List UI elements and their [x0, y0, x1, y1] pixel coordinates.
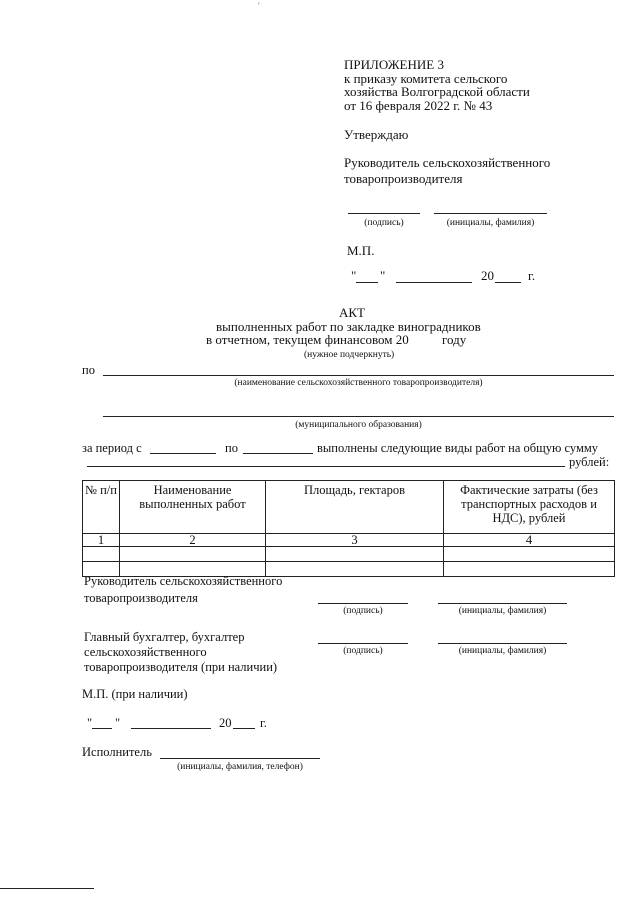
- approval-signature-caption: (подпись): [364, 218, 404, 228]
- head-signature-line: [318, 603, 408, 604]
- po-label: по: [82, 363, 95, 377]
- table-cell: [120, 547, 266, 562]
- accountant-line2: сельскохозяйственного: [84, 645, 207, 659]
- approve-label: Утверждаю: [344, 127, 409, 142]
- executor-label: Исполнитель: [82, 745, 152, 759]
- footnote-separator: [0, 888, 94, 889]
- appendix-date-line: от 16 февраля 2022 г. № 43: [344, 97, 493, 113]
- accountant-line3: товаропроизводителя (при наличии): [84, 660, 278, 674]
- table-row: [83, 547, 615, 562]
- period-from-label: за период с: [82, 441, 142, 455]
- col-number-2: 2: [120, 534, 266, 547]
- approval-signature-line: [348, 213, 420, 214]
- appendix-order-line: к приказу комитета сельского: [344, 70, 508, 86]
- head-sign-line1: Руководитель сельскохозяйственного: [84, 574, 283, 588]
- executor-line: [160, 758, 320, 759]
- approval-date-day-line: [356, 282, 378, 283]
- table-cell: [444, 562, 615, 577]
- table-cell: [83, 547, 120, 562]
- producer-line: [103, 375, 614, 376]
- producer-caption: (наименование сельскохозяйственного товаропроизводителя): [234, 378, 483, 388]
- approval-date-suffix: г.: [528, 268, 536, 283]
- col-number-1: 1: [83, 534, 120, 547]
- appendix-title: ПРИЛОЖЕНИЕ 3: [344, 57, 444, 72]
- head-signature-caption: (подпись): [343, 606, 383, 616]
- period-to-line: [243, 453, 313, 454]
- approval-date-month-line: [396, 282, 472, 283]
- approval-head-line2: товаропроизводителя: [344, 171, 463, 186]
- approval-date-year-line: [495, 282, 521, 283]
- accountant-signature-line: [318, 643, 408, 644]
- header-number: № п/п: [83, 481, 120, 534]
- approval-date-quote-open: ": [351, 268, 357, 283]
- table-header-row: [83, 481, 615, 534]
- sum-line: [87, 466, 565, 467]
- approval-initials-line: [434, 213, 547, 214]
- footer-date-year-line: [233, 728, 255, 729]
- period-from-line: [150, 453, 216, 454]
- approval-date-year: 20: [481, 268, 494, 283]
- footer-date-day-line: [92, 728, 112, 729]
- works-table: [82, 480, 615, 577]
- municipality-caption: (муниципального образования): [295, 420, 422, 430]
- approval-initials-caption: (инициалы, фамилия): [446, 218, 535, 228]
- period-to-label: по: [225, 441, 238, 455]
- act-period-suffix: году: [442, 332, 467, 347]
- accountant-signature-caption: (подпись): [343, 646, 383, 656]
- act-subtitle: выполненных работ по закладке виноградников: [216, 319, 481, 334]
- head-initials-caption: (инициалы, фамилия): [458, 606, 547, 616]
- head-sign-line2: товаропроизводителя: [84, 591, 198, 605]
- executor-caption: (инициалы, фамилия, телефон): [177, 762, 303, 772]
- act-note: (нужное подчеркнуть): [304, 350, 395, 360]
- table-number-row: [83, 534, 615, 547]
- header-costs: Фактические затраты (без транспортных расходов и НДС), рублей: [444, 481, 615, 534]
- footer-date-quote-open: ": [87, 716, 93, 730]
- accountant-initials-line: [438, 643, 567, 644]
- appendix-header: [344, 58, 530, 112]
- table-cell: [266, 562, 444, 577]
- col-number-4: 4: [444, 534, 615, 547]
- accountant-line1: Главный бухгалтер, бухгалтер: [84, 630, 245, 644]
- appendix-committee-line: хозяйства Волгоградской области: [344, 84, 530, 99]
- table-cell: [266, 547, 444, 562]
- accountant-initials-caption: (инициалы, фамилия): [458, 646, 547, 656]
- approval-stamp: М.П.: [347, 243, 375, 258]
- head-initials-line: [438, 603, 567, 604]
- footer-stamp: М.П. (при наличии): [82, 687, 188, 701]
- footer-date-quote-close: ": [115, 716, 121, 730]
- table-cell: [444, 547, 615, 562]
- approval-date-quote-close: ": [380, 268, 386, 283]
- act-period-line: в отчетном, текущем финансовом 20: [206, 332, 409, 347]
- header-work-name: Наименование выполненных работ: [120, 481, 266, 534]
- act-title: АКТ: [339, 305, 365, 320]
- approval-head-line1: Руководитель сельскохозяйственного: [344, 155, 551, 170]
- col-number-3: 3: [266, 534, 444, 547]
- rubles-label: рублей:: [569, 455, 610, 469]
- period-rest-label: выполнены следующие виды работ на общую сумму: [317, 441, 599, 455]
- header-area: Площадь, гектаров: [266, 481, 444, 534]
- footer-date-month-line: [131, 728, 211, 729]
- footer-date-suffix: г.: [260, 716, 267, 730]
- stray-mark: ': [258, 2, 260, 12]
- municipality-line: [103, 416, 614, 417]
- footer-date-year: 20: [219, 716, 232, 730]
